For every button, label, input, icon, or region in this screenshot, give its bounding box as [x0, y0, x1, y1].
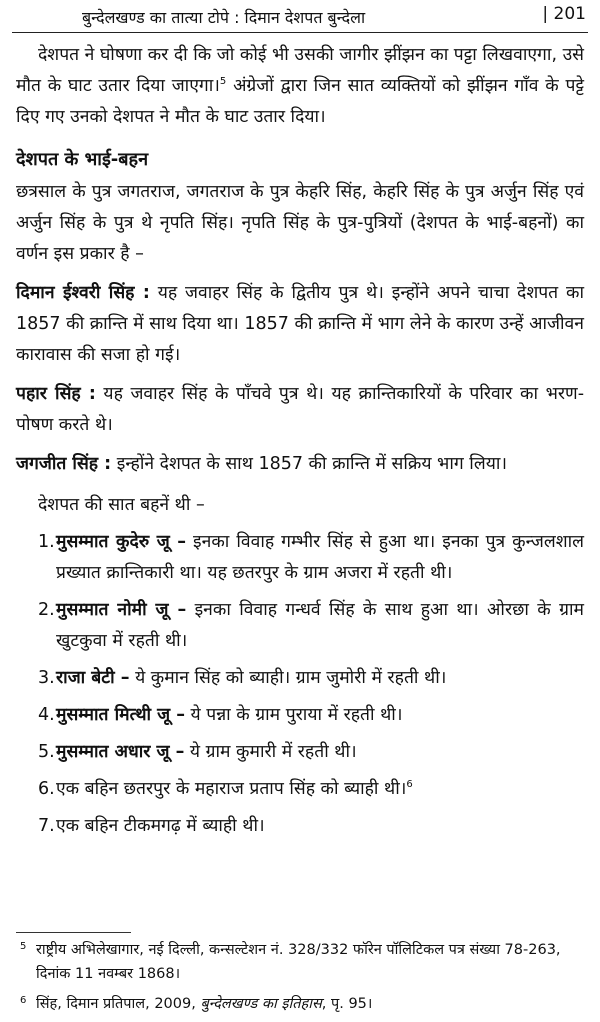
intro-paragraph: [16, 40, 584, 133]
list-item: [16, 595, 584, 657]
brother-name: पहार सिंह :: [16, 384, 96, 404]
sisters-list: [16, 527, 584, 842]
footnote-6: [16, 992, 584, 1016]
footnote-number: 6: [20, 995, 27, 1006]
sister-text: ये ग्राम कुमारी में रहती थी।: [184, 742, 357, 762]
brother-entry: [16, 379, 584, 441]
footnote-book-title: बुन्देलखण्ड का इतिहास: [200, 996, 322, 1012]
list-item: [16, 737, 584, 768]
item-number: 5.: [38, 742, 55, 762]
footnote-text: राष्ट्रीय अभिलेखागार, नई दिल्ली, कन्सल्टेशन नं. 328/332 फॉरेन पॉलिटिकल पत्र संख्या 78-263, दिनांक 11 नवम्बर 1868।: [36, 942, 561, 982]
sister-name: मुसम्मात मित्थी जू –: [56, 705, 185, 725]
item-number: 2.: [38, 600, 55, 620]
list-item: [16, 774, 584, 805]
sister-text: ये पन्ना के ग्राम पुराया में रहती थी।: [184, 705, 403, 725]
list-item: [16, 811, 584, 842]
footnote-number: 5: [20, 941, 27, 952]
footnote-text: सिंह, दिमान प्रतिपाल, 2009,: [36, 996, 201, 1012]
brother-text: यह जवाहर सिंह के पाँचवे पुत्र थे। यह क्रान्तिकारियों के परिवार का भरण-पोषण करते थे।: [16, 384, 585, 435]
running-title: बुन्देलखण्ड का तात्या टोपे : दिमान देशपत बुन्देला: [82, 8, 366, 27]
page-header: [0, 4, 600, 30]
intro-text-continued: अंग्रेजों द्वारा जिन सात व्यक्तियों को झींझन गाँव के पट्टे दिए गए उनको देशपत ने मौत के घाट उतार दिया।: [16, 76, 584, 127]
lineage-paragraph: छत्रसाल के पुत्र जगतराज, जगतराज के पुत्र केहरि सिंह, केहरि सिंह के पुत्र अर्जुन सिंह एवं अर्जुन सिंह के पुत्र थे नृपति सिंह। नृपति सिंह के पुत्र-पुत्रियों (देशपत के भाई-बहनों) का वर्णन इस प्रकार है –: [16, 182, 584, 264]
item-number: 3.: [38, 668, 55, 688]
footnote-divider: [16, 932, 131, 933]
page-number: | 201: [542, 4, 586, 24]
sister-name: मुसम्मात नोमी जू –: [56, 600, 187, 620]
sister-text: एक बहिन टीकमगढ़ में ब्याही थी।: [56, 816, 265, 836]
header-divider: [12, 32, 588, 33]
intro-text: देशपत ने घोषणा कर दी कि जो कोई भी उसकी जागीर झींझन का पट्टा लिखवाएगा, उसे मौत के घाट उतार दिया जाएगा।: [16, 45, 584, 96]
item-number: 4.: [38, 705, 55, 725]
brother-text: यह जवाहर सिंह के द्वितीय पुत्र थे। इन्होंने अपने चाचा देशपत का 1857 की क्रान्ति में साथ दिया था। 1857 की क्रान्ति में भाग लेने के कारण उन्हें आजीवन कारावास की सजा हो गई।: [16, 283, 584, 365]
sister-text: ये कुमान सिंह को ब्याही। ग्राम जुमोरी में रहती थी।: [129, 668, 447, 688]
brother-name: जगजीत सिंह :: [16, 454, 112, 474]
sister-text: इनका विवाह गम्भीर सिंह से हुआ था। इनका पुत्र कुन्जलशाल प्रख्यात क्रान्तिकारी था। यह छतरपुर के ग्राम अजरा में रहती थी।: [56, 532, 584, 583]
item-number: 7.: [38, 816, 55, 836]
sister-name: मुसम्मात अधार जू –: [56, 742, 185, 762]
sister-name: मुसम्मात कुदेरु जू –: [56, 532, 187, 552]
brother-entry: [16, 278, 584, 371]
list-item: [16, 527, 584, 589]
section-heading: देशपत के भाई-बहन: [16, 149, 149, 170]
list-item: [16, 663, 584, 694]
sisters-intro: देशपत की सात बहनें थी –: [38, 495, 205, 515]
item-number: 6.: [38, 779, 55, 799]
brother-entry: [16, 449, 584, 480]
list-item: [16, 700, 584, 731]
footnotes: [16, 938, 584, 1022]
item-number: 1.: [38, 532, 55, 552]
sister-text: इनका विवाह गन्धर्व सिंह के साथ हुआ था। ओरछा के ग्राम खुटकुवा में रहती थी।: [56, 600, 584, 651]
footnote-text-end: , पृ. 95।: [321, 996, 373, 1012]
brother-name: दिमान ईश्वरी सिंह :: [16, 283, 150, 303]
sister-text: एक बहिन छतरपुर के महाराज प्रताप सिंह को ब्याही थी।: [56, 779, 407, 799]
main-content: [16, 40, 584, 842]
brother-text: इन्होंने देशपत के साथ 1857 की क्रान्ति में सक्रिय भाग लिया।: [111, 454, 508, 474]
sister-name: राजा बेटी –: [56, 668, 130, 688]
footnote-mark-5[interactable]: 5: [219, 76, 227, 88]
footnote-5: [16, 938, 584, 986]
footnote-mark-6[interactable]: 6: [406, 779, 413, 791]
